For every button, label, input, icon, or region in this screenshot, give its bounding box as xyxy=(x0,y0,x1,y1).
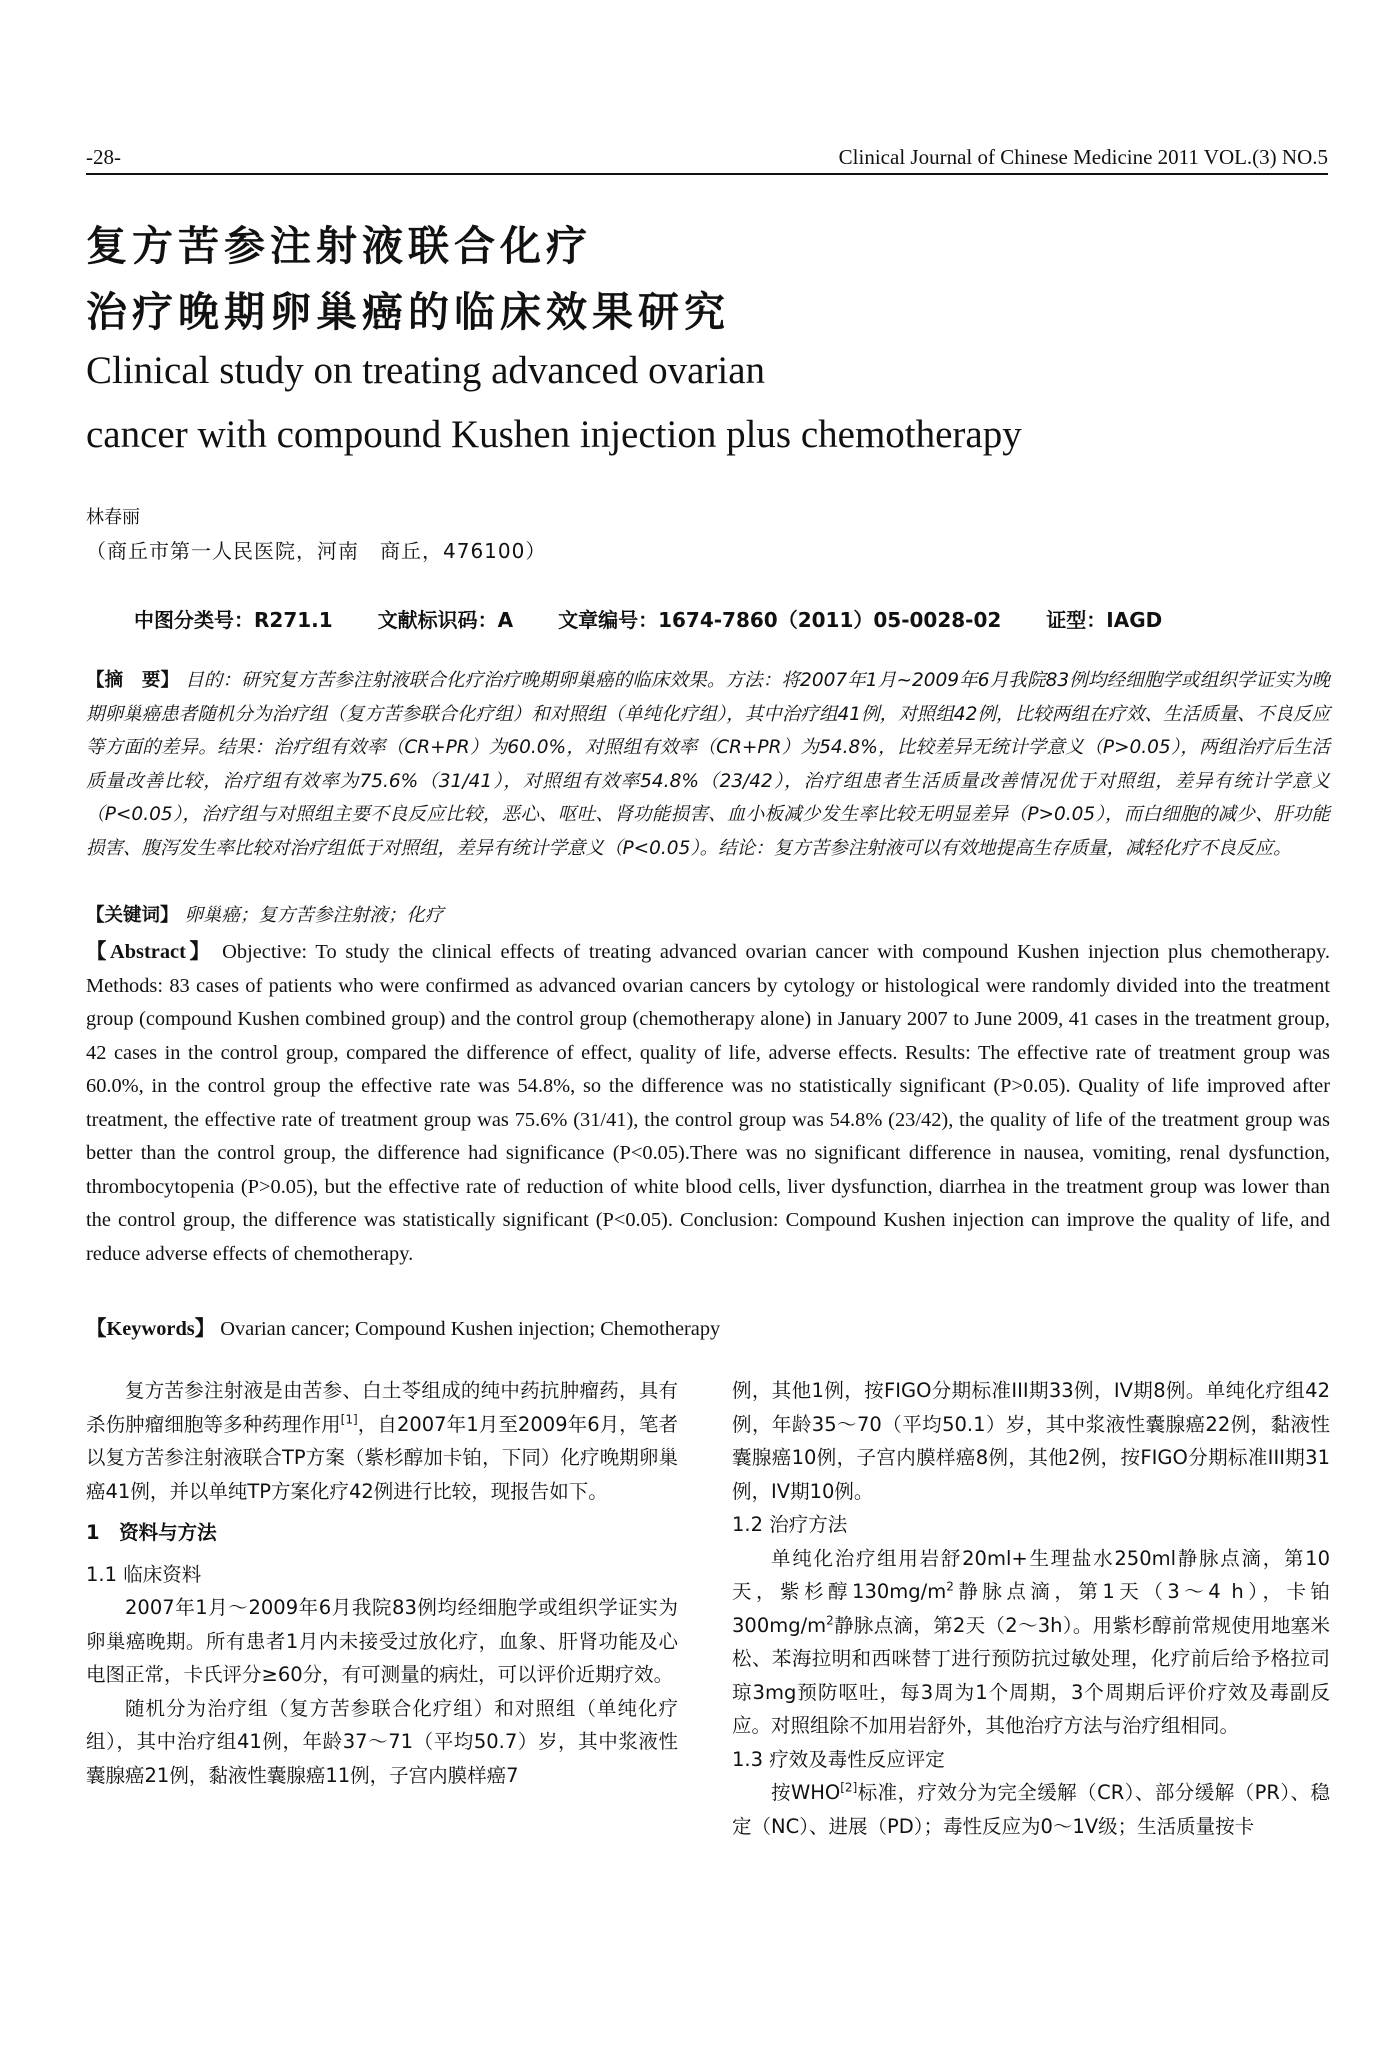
grouping-paragraph: 随机分为治疗组（复方苦参联合化疗组）和对照组（单纯化疗组），其中治疗组41例，年龄37～71（平均50.7）岁，其中浆液性囊腺癌21例，黏液性囊腺癌11例，子宫内膜样癌7 xyxy=(86,1696,678,1787)
superscript-2b: 2 xyxy=(826,1613,834,1627)
abstract-zh-text: 目的：研究复方苦参注射液联合化疗治疗晚期卵巢癌的临床效果。方法：将2007年1月~2009年6月我院83例均经细胞学或组织学证实为晚期卵巢癌患者随机分为治疗组（复方苦参联合化疗组）和对照组（单纯化疗组），其中治疗组41例，对照组42例，比较两组在疗效、生活质量、不良反应等方面的差异。结果：治疗组有效率（CR+PR）为60.0%，对照组有效率（CR+PR）为54.8%，比较差异无统计学意义（P>0.05），两组治疗后生活质量改善比较，治疗组有效率为75.6%（31/41），对照组有效率54.8%（23/42），治疗组患者生活质量改善情况优于对照组，差异有统计学意义（P<0.05），治疗组与对照组主要不良反应比较，恶心、呕吐、肾功能损害、血小板减少发生率比较无明显差异（P>0.05），而白细胞的减少、肝功能损害、腹泻发生率比较对治疗组低于对照组，差异有统计学意义（P<0.05）。结论：复方苦参注射液可以有效地提高生存质量，减轻化疗不良反应。 xyxy=(86,670,1330,859)
treatment-text-c: 静脉点滴，第2天（2～3h）。用紫杉醇前常规使用地塞米松、苯海拉明和西咪替丁进行预防抗过敏处理，化疗前后给予格拉司琼3mg预防呕吐，每3周为1个周期，3个周期后评价疗效及毒副反应。对照组除不加用岩舒外，其他治疗方法与治疗组相同。 xyxy=(732,1613,1330,1737)
section-1-3-heading: 1.3 疗效及毒性反应评定 xyxy=(732,1747,945,1771)
reference-1[interactable]: [1] xyxy=(340,1412,358,1426)
body-left-column xyxy=(86,1374,678,1792)
reference-2[interactable]: [2] xyxy=(840,1780,858,1795)
intro-text-a: 复方苦参注射液是由苦参、白土苓组成的纯中药抗肿瘤药，具有杀伤肿瘤细胞等多种药理作用 xyxy=(86,1379,678,1436)
section-1-heading: 1 资料与方法 xyxy=(86,1521,217,1544)
evaluation-paragraph xyxy=(732,1776,1330,1843)
intro-paragraph xyxy=(86,1374,678,1508)
syndrome-type: 证型：IAGD xyxy=(1046,608,1163,632)
keywords-en-label: 【Keywords】 xyxy=(86,1318,216,1340)
page-number: -28- xyxy=(86,145,121,169)
title-zh-line2: 治疗晚期卵巢癌的临床效果研究 xyxy=(86,288,730,336)
keywords-en xyxy=(86,1313,1330,1347)
treatment-text-b: 静脉点滴，第1天（3～4 h），卡铂300mg/m xyxy=(732,1580,1330,1637)
title-zh-line1: 复方苦参注射液联合化疗 xyxy=(86,222,592,270)
article-number: 文章编号：1674-7860（2011）05-0028-02 xyxy=(558,608,1002,632)
intro-text-b: ，自2007年1月至2009年6月，笔者以复方苦参注射液联合TP方案（紫杉醇加卡铂，下同）化疗晚期卵巢癌41例，并以单纯TP方案化疗42例进行比较，现报告如下。 xyxy=(86,1412,678,1503)
body-right-column xyxy=(732,1374,1330,1843)
abstract-en-label: 【Abstract】 xyxy=(86,941,214,963)
evaluation-text-b: 标准，疗效分为完全缓解（CR）、部分缓解（PR）、稳定（NC）、进展（PD）；毒性反应为0～1V级；生活质量按卡 xyxy=(732,1781,1330,1838)
keywords-zh xyxy=(86,899,1330,933)
clinical-data-paragraph: 2007年1月～2009年6月我院83例均经细胞学或组织学证实为卵巢癌晚期。所有患者1月内未接受过放化疗，血象、肝肾功能及心电图正常，卡氏评分≥60分，有可测量的病灶，可以评价近期疗效。 xyxy=(86,1596,678,1686)
title-en-line1: Clinical study on treating advanced ovarian xyxy=(86,349,766,392)
page-header xyxy=(86,143,1328,175)
abstract-zh xyxy=(86,664,1330,865)
document-code: 文献标识码：A xyxy=(377,608,514,632)
superscript-2a: 2 xyxy=(946,1579,954,1594)
abstract-en-text: Objective: To study the clinical effects of treating advanced ovarian cancer with compound Kushen injection plus chemotherapy. Methods: 83 cases of patients who were confirmed as advanced ovarian cancers by cytology or histological were randomly divided into the treatment group (compound Kushen combined group) and the control group (chemotherapy alone) in January 2007 to June 2009, 41 cases in the treatment group, 42 cases in the control group, compared the difference of effect, quality of life, adverse effects. Results: The effective rate of treatment group was 60.0%, in the control group the effective rate was 54.8%, so the difference was no statistically significant (P>0.05). Quality of life improved after treatment, the effective rate of treatment group was 75.6% (31/41), the control group was 54.8% (23/42), the quality of life of the treatment group was better than the control group, the difference had significance (P<0.05).There was no significant difference in nausea, vomiting, renal dysfunction, thrombocytopenia (P>0.05), but the effective rate of reduction of white blood cells, liver dysfunction, diarrhea in the treatment group was lower than the control group, the difference was statistically significant (P<0.05). Conclusion: Compound Kushen injection can improve the quality of life, and reduce adverse effects of chemotherapy. xyxy=(86,941,1330,1265)
clc-number: 中图分类号：R271.1 xyxy=(134,608,333,632)
affiliation: （商丘市第一人民医院，河南 商丘，476100） xyxy=(86,539,547,563)
keywords-zh-text: 卵巢癌；复方苦参注射液；化疗 xyxy=(184,905,444,926)
treatment-text-a: 单纯化治疗组用岩舒20ml+生理盐水250ml静脉点滴，第10天，紫杉醇130mg/m xyxy=(732,1546,1330,1603)
treatment-paragraph xyxy=(732,1542,1330,1743)
classification-line xyxy=(134,604,1200,633)
author: 林春丽 xyxy=(86,507,140,528)
evaluation-text-a: 按WHO xyxy=(771,1781,841,1804)
abstract-en xyxy=(86,936,1330,1271)
abstract-zh-label: 【摘 要】 xyxy=(86,670,180,691)
journal-info: Clinical Journal of Chinese Medicine 2011 VOL.(3) NO.5 xyxy=(838,145,1328,169)
keywords-en-text: Ovarian cancer; Compound Kushen injection; Chemotherapy xyxy=(220,1318,721,1340)
grouping-continued-paragraph: 例，其他1例，按FIGO分期标准III期33例，IV期8例。单纯化疗组42例，年龄35～70（平均50.1）岁，其中浆液性囊腺癌22例，黏液性囊腺癌10例，子宫内膜样癌8例，其他2例，按FIGO分期标准III期31例，IV期10例。 xyxy=(732,1379,1330,1503)
section-1-1-heading: 1.1 临床资料 xyxy=(86,1562,202,1586)
section-1-2-heading: 1.2 治疗方法 xyxy=(732,1513,848,1536)
keywords-zh-label: 【关键词】 xyxy=(86,905,179,926)
title-en-line2: cancer with compound Kushen injection plus chemotherapy xyxy=(86,413,1022,456)
